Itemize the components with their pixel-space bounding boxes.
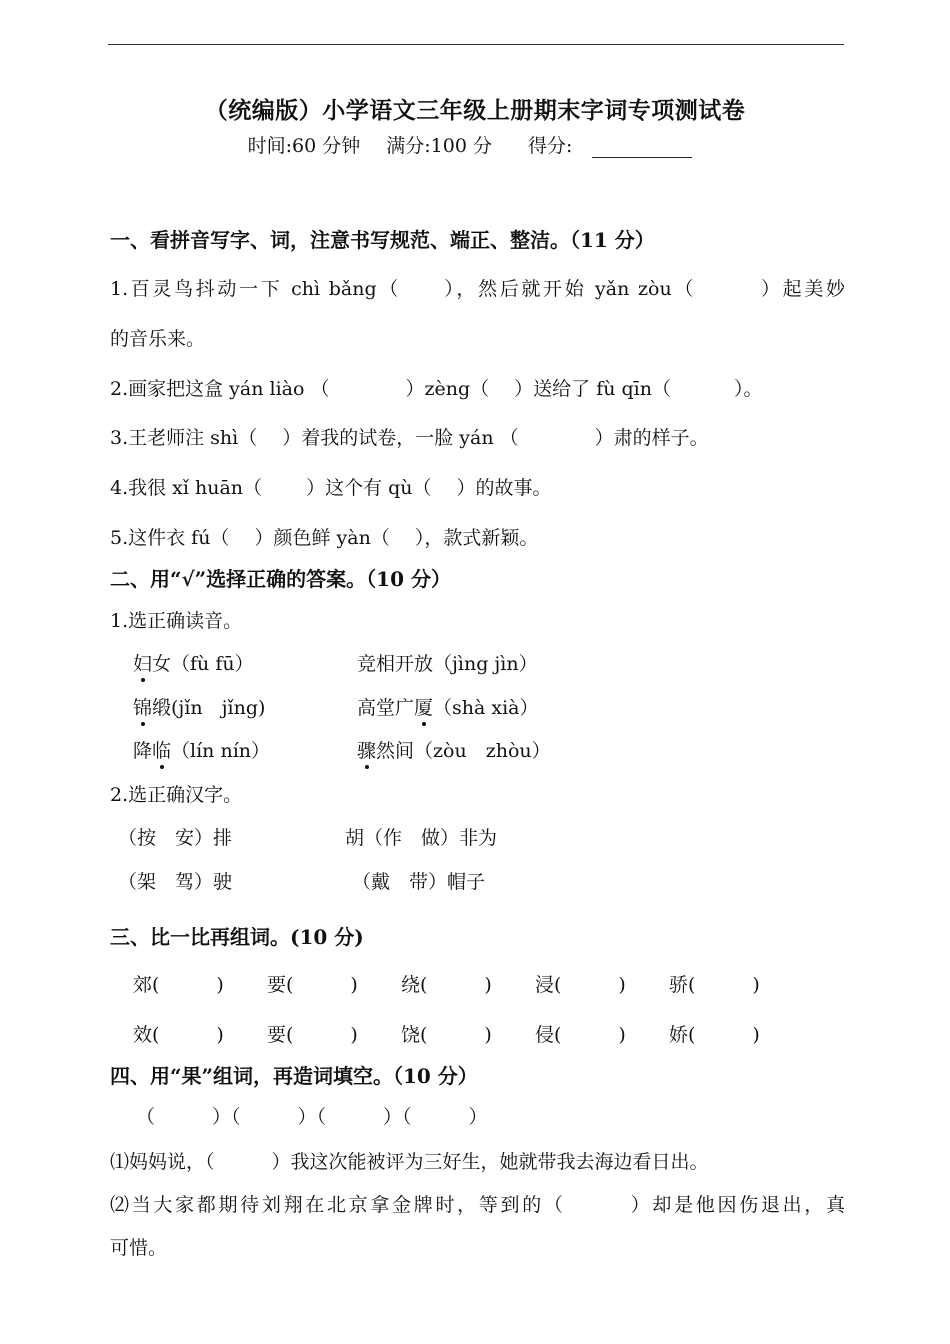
pronunciation-item: 妇女（fù fū）: [133, 649, 254, 676]
s4-question-2: ⑵当大家都期待刘翔在北京拿金牌时，等到的（ ）却是他因伤退出，真: [110, 1194, 845, 1216]
pronunciation-item: 骤然间（zòu zhòu）: [357, 736, 551, 763]
full-score: 满分:100 分: [386, 135, 492, 157]
word-blanks: （ ）（ ）（ ）（ ）: [136, 1106, 488, 1128]
compare-item: 绕( ): [401, 974, 492, 996]
s1-question-3: 3.王老师注 shì（ ）着我的试卷，一脸 yán （ ）肃的样子。: [110, 427, 709, 449]
compare-item: 要( ): [267, 974, 358, 996]
section-4-heading: 四、用“果”组词，再造词填空。（10 分）: [110, 1064, 478, 1088]
s4-question-1: ⑴妈妈说，（ ）我这次能被评为三好生，她就带我去海边看日出。: [110, 1151, 709, 1173]
pronunciation-item: 降临（lín nín）: [133, 736, 270, 763]
page-title: （统编版）小学语文三年级上册期末字词专项测试卷: [204, 97, 746, 124]
s4-question-2-cont: 可惜。: [110, 1237, 168, 1259]
s2-sub-2: 2.选正确汉字。: [110, 784, 243, 806]
compare-item: 要( ): [267, 1024, 358, 1046]
s1-question-5: 5.这件衣 fú（ ）颜色鲜 yàn（ ），款式新颖。: [110, 527, 539, 549]
character-choice: （按 安）排: [118, 827, 233, 849]
compare-item: 娇( ): [669, 1024, 760, 1046]
character-choice: 胡（作 做）非为: [345, 827, 498, 849]
section-3-heading: 三、比一比再组词。(10 分): [110, 925, 364, 949]
compare-item: 饶( ): [401, 1024, 492, 1046]
exam-meta: [0, 131, 950, 158]
pronunciation-item: 竞相开放（jìng jìn）: [357, 653, 538, 675]
s1-question-2: 2.画家把这盒 yán liào （ ）zèng（ ）送给了 fù qīn（ ）。: [110, 378, 763, 400]
compare-item: 郊( ): [133, 974, 224, 996]
s1-question-4: 4.我很 xǐ huān（ ）这个有 qù（ ）的故事。: [110, 477, 552, 499]
character-choice: （戴 带）帽子: [352, 871, 486, 893]
top-rule: [108, 44, 844, 45]
s1-question-1-cont: 的音乐来。: [110, 328, 206, 350]
s1-question-1: 1.百灵鸟抖动一下 chì bǎng（ ），然后就开始 yǎn zòu（ ）起美妙: [110, 278, 845, 300]
pronunciation-item: 高堂广厦（shà xià）: [357, 693, 539, 720]
compare-item: 骄( ): [669, 974, 760, 996]
pronunciation-item: 锦缎(jǐn jǐng): [133, 693, 265, 720]
score-field: 得分:: [518, 135, 702, 157]
section-2-heading: 二、用“√”选择正确的答案。（10 分）: [110, 567, 451, 591]
time-limit: 时间:60 分钟: [247, 135, 361, 157]
compare-item: 效( ): [133, 1024, 224, 1046]
score-blank[interactable]: [592, 139, 692, 158]
compare-item: 侵( ): [535, 1024, 626, 1046]
section-1-heading: 一、看拼音写字、词，注意书写规范、端正、整洁。（11 分）: [110, 228, 655, 252]
compare-item: 浸( ): [535, 974, 626, 996]
character-choice: （架 驾）驶: [118, 871, 233, 893]
s2-sub-1: 1.选正确读音。: [110, 610, 243, 632]
